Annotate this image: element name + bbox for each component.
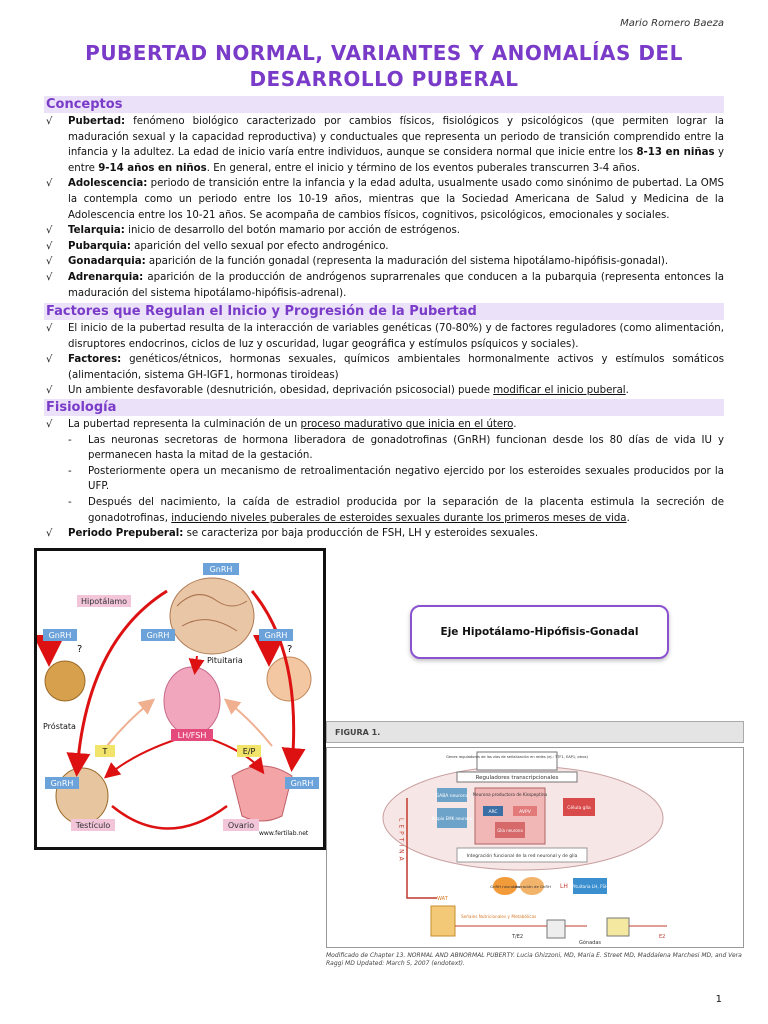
label-reguladores: Reguladores transcripcionales [475, 775, 559, 781]
list-item: √ Telarquia: inicio de desarrollo del botón mamario por acción de estrógenos. [44, 223, 724, 239]
label-ep: E/P [242, 747, 256, 756]
label-website: www.fertilab.net [259, 830, 309, 837]
page-title [0, 40, 768, 92]
list-item: √ La pubertad representa la culminación de un proceso madurativo que inicia en el útero. [44, 417, 724, 433]
label-gaba: GABA neurona [435, 794, 469, 799]
section-factores [44, 303, 724, 399]
label-te2: T/E2 [512, 934, 524, 940]
label-lh: LH [560, 883, 568, 890]
label-pituitaria: Pituitaria [207, 656, 243, 665]
label-gnrh-bottom-right: GnRH [290, 779, 314, 788]
section-heading-factores: Factores que Regulan el Inicio y Progresión de la Pubertad [44, 303, 724, 320]
label-hipotalamo: Hipotálamo [80, 597, 128, 606]
label-gnrh-left: GnRH [48, 631, 72, 640]
figure-1 [326, 721, 746, 976]
figure-heading: FIGURA 1. [326, 721, 744, 743]
label-top-note: Genes reguladores de las vías de señalización en redes (ej.: TTF1, EAP1, otros) [446, 755, 588, 759]
label-kiss: Neurona productora de Kisspeptina [472, 792, 548, 797]
figure-caption: Modificado de Chapter 13. NORMAL AND ABNORMAL PUBERTY. Lucia Ghizzoni, MD, Maria E. Street MD, Maddalena Marchesi MD, and Vera Raggi MD Updated: March 5, 2007 (endotext). [326, 952, 742, 967]
prostate-icon [45, 661, 85, 701]
label-propio: Propio EMK neurona [431, 816, 473, 821]
label-ovario: Ovario [227, 821, 255, 830]
pituitary-icon [164, 667, 220, 735]
section-fisiologia [44, 399, 724, 542]
label-lhfsh: LH/FSH [177, 731, 207, 740]
testicle-icon [56, 768, 108, 824]
label-gnrh-mid: GnRH [146, 631, 170, 640]
label-arc: ARC [488, 810, 498, 815]
list-item: √ Gonadarquia: aparición de la función gonadal (representa la maduración del sistema hipotálamo-hipófisis-gonadal). [44, 254, 724, 270]
label-integracion: Integración funcional de la red neuronal y de glía [466, 854, 578, 859]
section-conceptos [44, 96, 724, 301]
label-celula-glia: Célula glía [567, 806, 591, 811]
label-avpv: AVPV [519, 810, 531, 815]
axis-title-box: Eje Hipotálamo-Hipófisis-Gonadal [410, 605, 669, 659]
sub-list-item: - Posteriormente opera un mecanismo de retroalimentación negativo ejercido por los esteroides sexuales producidos por la UFP. [64, 464, 724, 495]
sub-list-item: - Después del nacimiento, la caída de estradiol producida por la separación de la placenta estimula la secreción de gonadotrofinas, induciendo niveles puberales de esteroides sexuales durante los primeros meses de vida. [64, 495, 724, 526]
page-number: 1 [715, 994, 722, 1005]
list-item: √ Un ambiente desfavorable (desnutrición, obesidad, deprivación psicosocial) puede modificar el inicio puberal. [44, 383, 724, 399]
list-item: √ Pubarquia: aparición del vello sexual por efecto androgénico. [44, 239, 724, 255]
title-line-2: DESARROLLO PUBERAL [249, 67, 519, 91]
label-pituitaria-box: Pituitaria LH, FSH [571, 884, 609, 889]
label-gnrh-right: GnRH [264, 631, 288, 640]
list-item: √ Pubertad: fenómeno biológico caracterizado por cambios físicos, fisiológicos y psicológicos (que permiten lograr la maduración sexual y la capacidad reproductiva) y conductuales que representa un periodo de transición comprendido entre la infancia y la adultez. La edad de inicio varía entre individuos, aunque se considera normal que inicie entre los 8-13 en niñas y entre 9-14 años en niños. En general, entre el inicio y término de los eventos puberales transcurren 3-4 años. [44, 114, 724, 176]
brain-icon [170, 578, 254, 654]
label-testiculo: Testículo [75, 821, 111, 830]
author-name: Mario Romero Baeza [620, 18, 724, 29]
ovary-uterus-icon [232, 766, 292, 821]
label-t: T [102, 747, 108, 756]
label-e2: E2 [659, 934, 666, 940]
label-gnrh-bottom-left: GnRH [50, 779, 74, 788]
label-glia-neurona: Glía neurona [497, 828, 523, 833]
figure-1-diagram [326, 747, 744, 948]
list-item: √ Factores: genéticos/étnicos, hormonas sexuales, químicos ambientales hormonalmente activos y estímulos somáticos (alimentación, sistema GH-IGF1, hormonas tiroideas) [44, 352, 724, 383]
label-gnrh-top: GnRH [209, 565, 233, 574]
label-prostata: Próstata [43, 722, 76, 731]
sub-list-item: - Las neuronas secretoras de hormona liberadora de gonadotrofinas (GnRH) funcionan desde los 80 días de vida IU y permanecen hasta la mitad de la gestación. [64, 433, 724, 464]
label-gonadas: Gónadas [579, 940, 602, 946]
label-wat: WAT [437, 896, 448, 902]
label-gnrh-neuronas: GnRH neuronas [490, 884, 520, 889]
list-item: √ Adolescencia: periodo de transición entre la infancia y la edad adulta, usualmente usado como sinónimo de pubertad. La OMS la contempla como un periodo entre los 10-19 años, mientras que la Sociedad Americana de Salud y Medicina de la Adolescencia entre los 10-21 años. Se acompaña de cambios físicos, cognitivos, psicológicos, emocionales y sociales. [44, 176, 724, 223]
label-leptina: LEPTINA [397, 818, 405, 864]
label-question-right: ? [287, 644, 293, 655]
title-line-1: PUBERTAD NORMAL, VARIANTES Y ANOMALÍAS DEL [85, 41, 683, 65]
list-item: √ Adrenarquia: aparición de la producción de andrógenos suprarrenales que conducen a la pubarquia (representa entonces la maduración del sistema hipotálamo-hipófisis-adrenal). [44, 270, 724, 301]
hpg-axis-illustration [34, 548, 326, 850]
list-item: √ El inicio de la pubertad resulta de la interacción de variables genéticas (70-80%) y de factores reguladores (como alimentación, disruptores endocrinos, ciclos de luz y oscuridad, lugar geográfica y estímulos psíquicos y sociales). [44, 321, 724, 352]
label-question-left: ? [77, 644, 83, 655]
label-liberacion: Liberación de GnRH [513, 884, 551, 889]
section-heading-fisiologia: Fisiología [44, 399, 724, 416]
label-senales: Señales Nutricionales y Metabólicas [461, 914, 537, 919]
list-item: √ Periodo Prepuberal: se caracteriza por baja producción de FSH, LH y esteroides sexuales. [44, 526, 724, 542]
section-heading-conceptos: Conceptos [44, 96, 724, 113]
